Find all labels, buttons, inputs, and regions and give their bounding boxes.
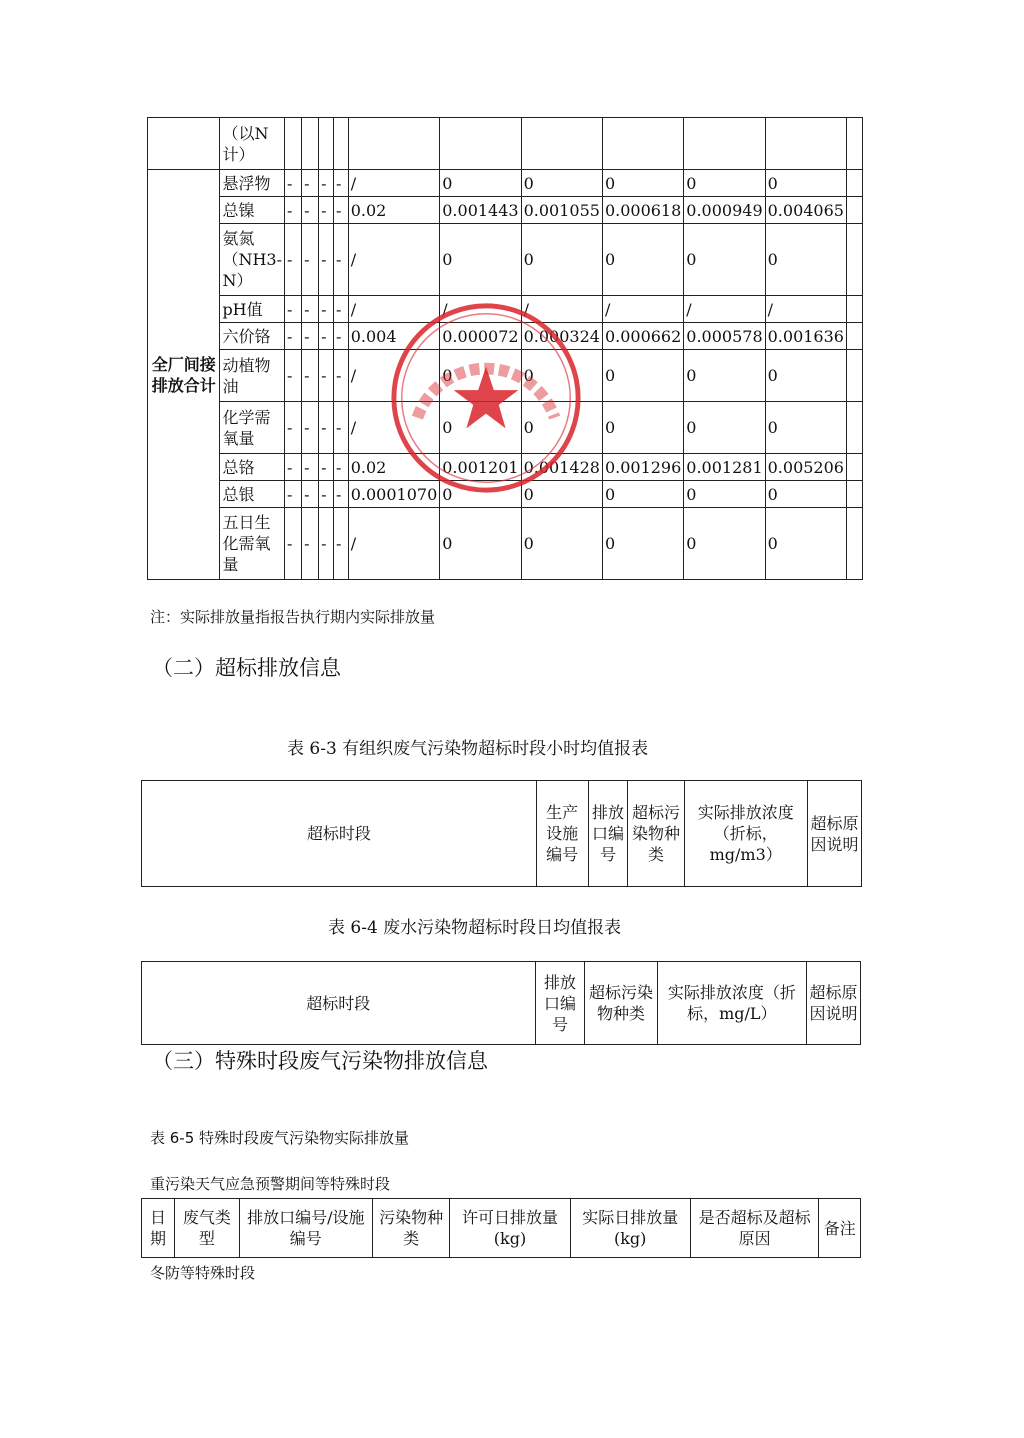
value-cell: 0 [602,508,683,580]
value-cell: - [302,402,319,454]
header-cell: 超标污染物种类 [628,781,684,887]
value-cell: 0 [684,508,765,580]
table-6-3-caption: 表 6-3 有组织废气污染物超标时段小时均值报表 [287,739,649,759]
pollutant-name-cell: 悬浮物 [220,170,285,197]
header-cell: 排放口编号 [535,962,585,1045]
value-cell: 0.000072 [440,323,521,350]
value-cell: / [348,296,440,323]
pollutant-name-cell: 六价铬 [220,323,285,350]
pollutant-name-cell: 氨氮（NH3-N） [220,224,285,296]
value-cell: - [284,402,301,454]
value-cell: - [302,454,319,481]
value-cell: / [440,296,521,323]
blank-cell [846,296,862,323]
value-cell [302,118,319,170]
blank-cell [148,118,220,170]
header-cell: 日期 [142,1199,175,1258]
value-cell: - [302,508,319,580]
value-cell: - [333,296,348,323]
header-cell: 超标时段 [142,962,536,1045]
value-cell: 0 [765,481,846,508]
value-cell: 0 [602,170,683,197]
value-cell: 0 [602,350,683,402]
value-cell: 0.001296 [602,454,683,481]
value-cell: - [319,197,334,224]
value-cell: 0.02 [348,454,440,481]
value-cell: 0.004 [348,323,440,350]
blank-cell [846,224,862,296]
header-cell: 许可日排放量(kg) [450,1199,570,1258]
value-cell: 0 [440,402,521,454]
group-label: 全厂间接排放合计 [148,170,220,580]
value-cell [284,118,301,170]
value-cell: - [319,402,334,454]
value-cell: - [302,224,319,296]
value-cell: - [319,508,334,580]
value-cell: 0 [602,481,683,508]
table-6-5-subtitle: 重污染天气应急预警期间等特殊时段 [150,1175,391,1193]
value-cell: - [333,402,348,454]
value-cell: - [333,481,348,508]
blank-cell [846,454,862,481]
blank-cell [846,508,862,580]
value-cell: 0.001443 [440,197,521,224]
value-cell: / [348,170,440,197]
value-cell: 0 [765,350,846,402]
blank-cell [846,170,862,197]
value-cell: - [302,481,319,508]
value-cell: - [319,481,334,508]
blank-cell [846,350,862,402]
value-cell: - [319,170,334,197]
value-cell: 0 [440,224,521,296]
value-cell: 0.005206 [765,454,846,481]
value-cell: 0 [684,224,765,296]
blank-cell [846,323,862,350]
value-cell [684,118,765,170]
value-cell: - [319,454,334,481]
value-cell: 0 [521,350,602,402]
header-cell: 污染物种类 [372,1199,450,1258]
value-cell: 0 [684,481,765,508]
value-cell: - [333,454,348,481]
value-cell: 0 [440,350,521,402]
value-cell: 0 [440,170,521,197]
pollutant-name-cell: 总银 [220,481,285,508]
value-cell: - [284,224,301,296]
table-6-5 [141,1198,861,1258]
value-cell: - [302,323,319,350]
section-title-special: （三）特殊时段废气污染物排放信息 [152,1049,488,1073]
value-cell: 0.000662 [602,323,683,350]
value-cell [602,118,683,170]
table-row [148,170,863,197]
pollutant-name-cell: 总铬 [220,454,285,481]
table-row [148,508,863,580]
value-cell: - [302,197,319,224]
value-cell: 0 [765,508,846,580]
value-cell: - [284,350,301,402]
value-cell: / [348,224,440,296]
value-cell: 0.000618 [602,197,683,224]
company-seal-icon [388,300,584,496]
header-cell: 实际排放浓度（折标，mg/L） [657,962,806,1045]
value-cell: - [284,170,301,197]
header-cell: 废气类型 [174,1199,239,1258]
value-cell: 0 [521,170,602,197]
header-cell: 备注 [819,1199,861,1258]
value-cell: 0 [684,170,765,197]
value-cell: 0.004065 [765,197,846,224]
value-cell [440,118,521,170]
pollutant-name-cell: 化学需氧量 [220,402,285,454]
table-6-4-caption: 表 6-4 废水污染物超标时段日均值报表 [328,918,622,938]
pollutant-name-cell: （以N计） [220,118,285,170]
value-cell: - [319,350,334,402]
value-cell: 0.001428 [521,454,602,481]
value-cell: 0 [440,481,521,508]
header-cell: 实际排放浓度（折标，mg/m3） [684,781,807,887]
value-cell: - [284,481,301,508]
value-cell: / [348,350,440,402]
value-cell: 0 [602,224,683,296]
table-6-5-footer: 冬防等特殊时段 [150,1264,256,1282]
header-cell: 实际日排放量(kg) [570,1199,690,1258]
value-cell: / [765,296,846,323]
header-cell: 生产设施编号 [536,781,588,887]
header-cell: 超标污染物种类 [585,962,657,1045]
table-6-5-caption: 表 6-5 特殊时段废气污染物实际排放量 [150,1129,410,1147]
header-cell: 排放口编号 [588,781,628,887]
value-cell: / [684,296,765,323]
value-cell: - [333,170,348,197]
value-cell: 0.000949 [684,197,765,224]
header-cell: 是否超标及超标原因 [690,1199,819,1258]
value-cell [348,118,440,170]
header-cell: 超标原因说明 [807,781,861,887]
value-cell: 0 [765,402,846,454]
table-row [148,197,863,224]
blank-cell [846,197,862,224]
value-cell: 0 [521,224,602,296]
section-title-exceed: （二）超标排放信息 [152,656,341,680]
value-cell: - [333,350,348,402]
table-6-4 [141,961,861,1045]
blank-cell [846,481,862,508]
pollutant-name-cell: 动植物油 [220,350,285,402]
value-cell: - [333,197,348,224]
table-row [148,118,863,170]
value-cell: 0.000324 [521,323,602,350]
value-cell: - [319,224,334,296]
value-cell: - [284,197,301,224]
value-cell [765,118,846,170]
value-cell [521,118,602,170]
header-cell: 排放口编号/设施编号 [239,1199,372,1258]
value-cell: / [521,296,602,323]
value-cell: / [348,508,440,580]
value-cell [333,118,348,170]
value-cell: 0.001055 [521,197,602,224]
value-cell: - [302,296,319,323]
value-cell: / [348,402,440,454]
value-cell: - [284,323,301,350]
blank-cell [846,402,862,454]
value-cell: 0 [521,481,602,508]
header-cell: 超标时段 [142,781,537,887]
value-cell: 0.0001070 [348,481,440,508]
value-cell: 0.001636 [765,323,846,350]
value-cell: 0.02 [348,197,440,224]
value-cell: - [319,323,334,350]
value-cell: - [284,508,301,580]
value-cell: 0 [765,170,846,197]
value-cell: - [333,508,348,580]
value-cell: - [284,296,301,323]
value-cell: 0.001281 [684,454,765,481]
header-cell: 超标原因说明 [807,962,861,1045]
value-cell: 0.000578 [684,323,765,350]
value-cell: 0 [684,350,765,402]
pollutant-name-cell: 五日生化需氧量 [220,508,285,580]
table-6-3 [141,780,862,887]
value-cell: 0 [765,224,846,296]
pollutant-name-cell: 总镍 [220,197,285,224]
blank-cell [846,118,862,170]
value-cell: - [319,296,334,323]
value-cell: 0.001201 [440,454,521,481]
value-cell: 0 [521,508,602,580]
value-cell: 0 [684,402,765,454]
value-cell: - [302,350,319,402]
value-cell: - [333,323,348,350]
value-cell: 0 [602,402,683,454]
table-note: 注：实际排放量指报告执行期内实际排放量 [150,608,436,626]
value-cell: / [602,296,683,323]
value-cell: - [302,170,319,197]
value-cell: 0 [521,402,602,454]
value-cell: 0 [440,508,521,580]
value-cell: - [284,454,301,481]
pollutant-name-cell: pH值 [220,296,285,323]
table-row [148,224,863,296]
value-cell: - [333,224,348,296]
value-cell [319,118,334,170]
